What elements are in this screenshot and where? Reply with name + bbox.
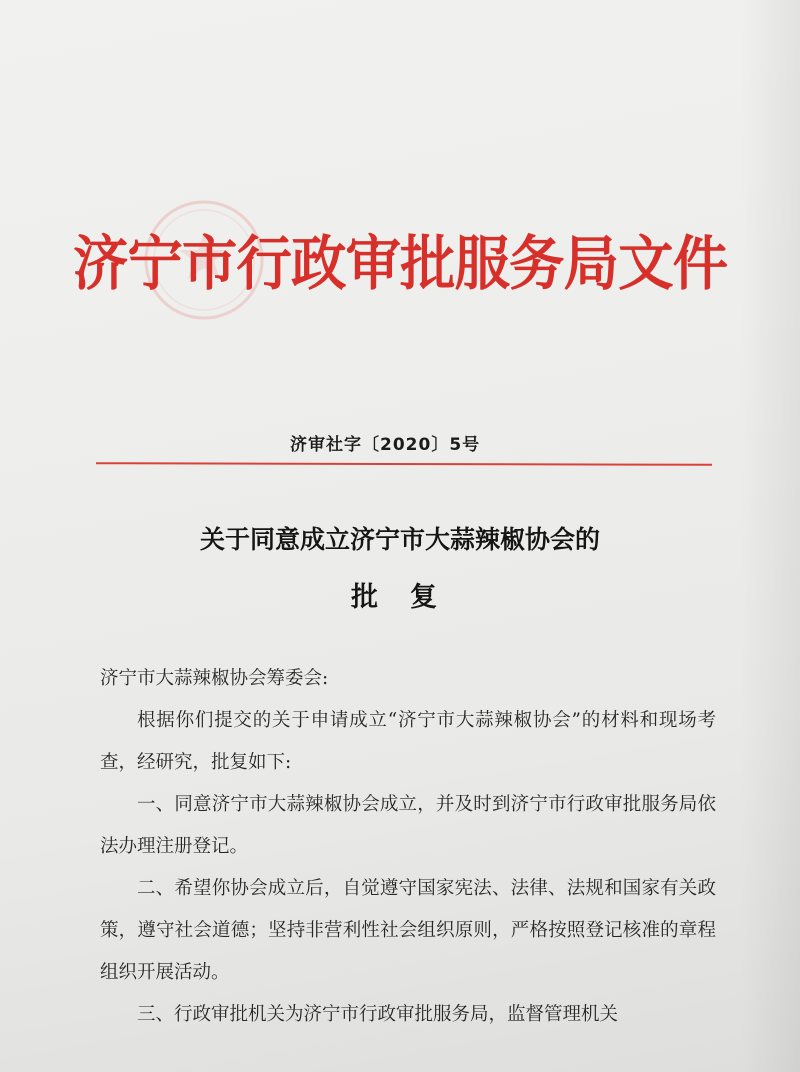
body-paragraph: 三、行政审批机关为济宁市行政审批服务局，监督管理机关 xyxy=(137,1004,619,1025)
body-paragraph: 一、同意济宁市大蒜辣椒协会成立，并及时到济宁市行政审批服务局依法办理注册登记。 xyxy=(100,794,716,857)
subject-title-reply: 批复 xyxy=(351,582,469,613)
red-divider-line xyxy=(96,462,712,466)
document-number: 济审社字〔2020〕5号 xyxy=(290,435,481,455)
body-paragraph: 二、希望你协会成立后，自觉遵守国家宪法、法律、法规和国家有关政策，遵守社会道德；坚持非营利性社会组织原则，严格按照登记核准的章程组织开展活动。 xyxy=(100,878,716,983)
addressee: 济宁市大蒜辣椒协会筹委会: xyxy=(100,668,329,689)
subject-title: 关于同意成立济宁市大蒜辣椒协会的 xyxy=(199,525,600,554)
document-header-title: 济宁市行政审批服务局文件 xyxy=(72,229,728,298)
body-paragraph: 根据你们提交的关于申请成立“济宁市大蒜辣椒协会”的材料和现场考查，经研究，批复如下: xyxy=(100,710,716,773)
document-body xyxy=(100,658,716,1036)
